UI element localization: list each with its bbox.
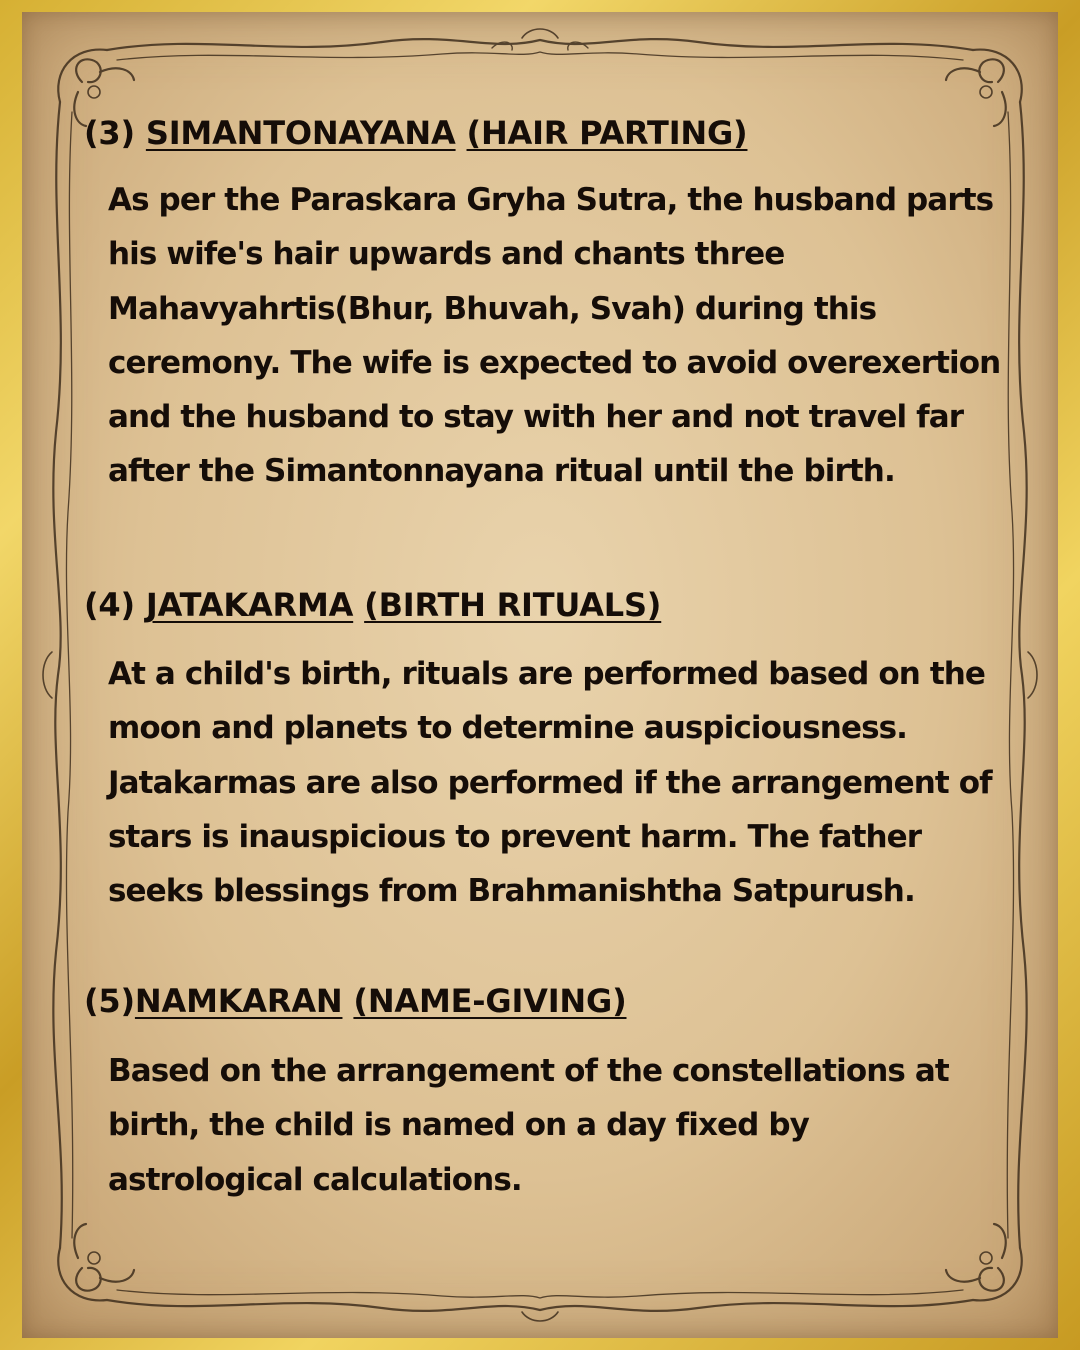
section-5-title: NAMKARAN [134,982,343,1020]
section-3-body: As per the Paraskara Gryha Sutra, the husband parts his wife's hair upwards and chants three Mahavyahrtis(Bhur, Bhuvah, Svah) during this ceremony. The wife is expected to avoid overexertion and the husband to stay with her and not travel far after the Simantonnayana ritual until the birth. [108,182,1001,490]
section-5-body: Based on the arrangement of the constellations at birth, the child is named on a day fixed by astrological calculations. [108,1053,949,1198]
section-3-subtitle: (HAIR PARTING) [466,114,748,152]
section-5-number: (5) [84,982,135,1020]
section-4-heading [84,586,661,624]
section-4-number: (4) [84,586,135,624]
section-3-title: SIMANTONAYANA [145,114,456,152]
parchment-background [22,12,1058,1338]
section-4-title: JATAKARMA [145,586,354,624]
section-3-heading [84,114,747,152]
section-5-subtitle: (NAME-GIVING) [353,982,627,1020]
section-4-body: At a child's birth, rituals are performed based on the moon and planets to determine auspiciousness. Jatakarmas are also performed if the arrangement of stars is inauspicious to prevent harm. The father seeks blessings from Brahmanishtha Satpurush. [108,656,992,910]
section-3-number: (3) [84,114,135,152]
content-area [22,12,1058,1338]
section-4-subtitle: (BIRTH RITUALS) [364,586,662,624]
section-5-heading [84,982,627,1020]
